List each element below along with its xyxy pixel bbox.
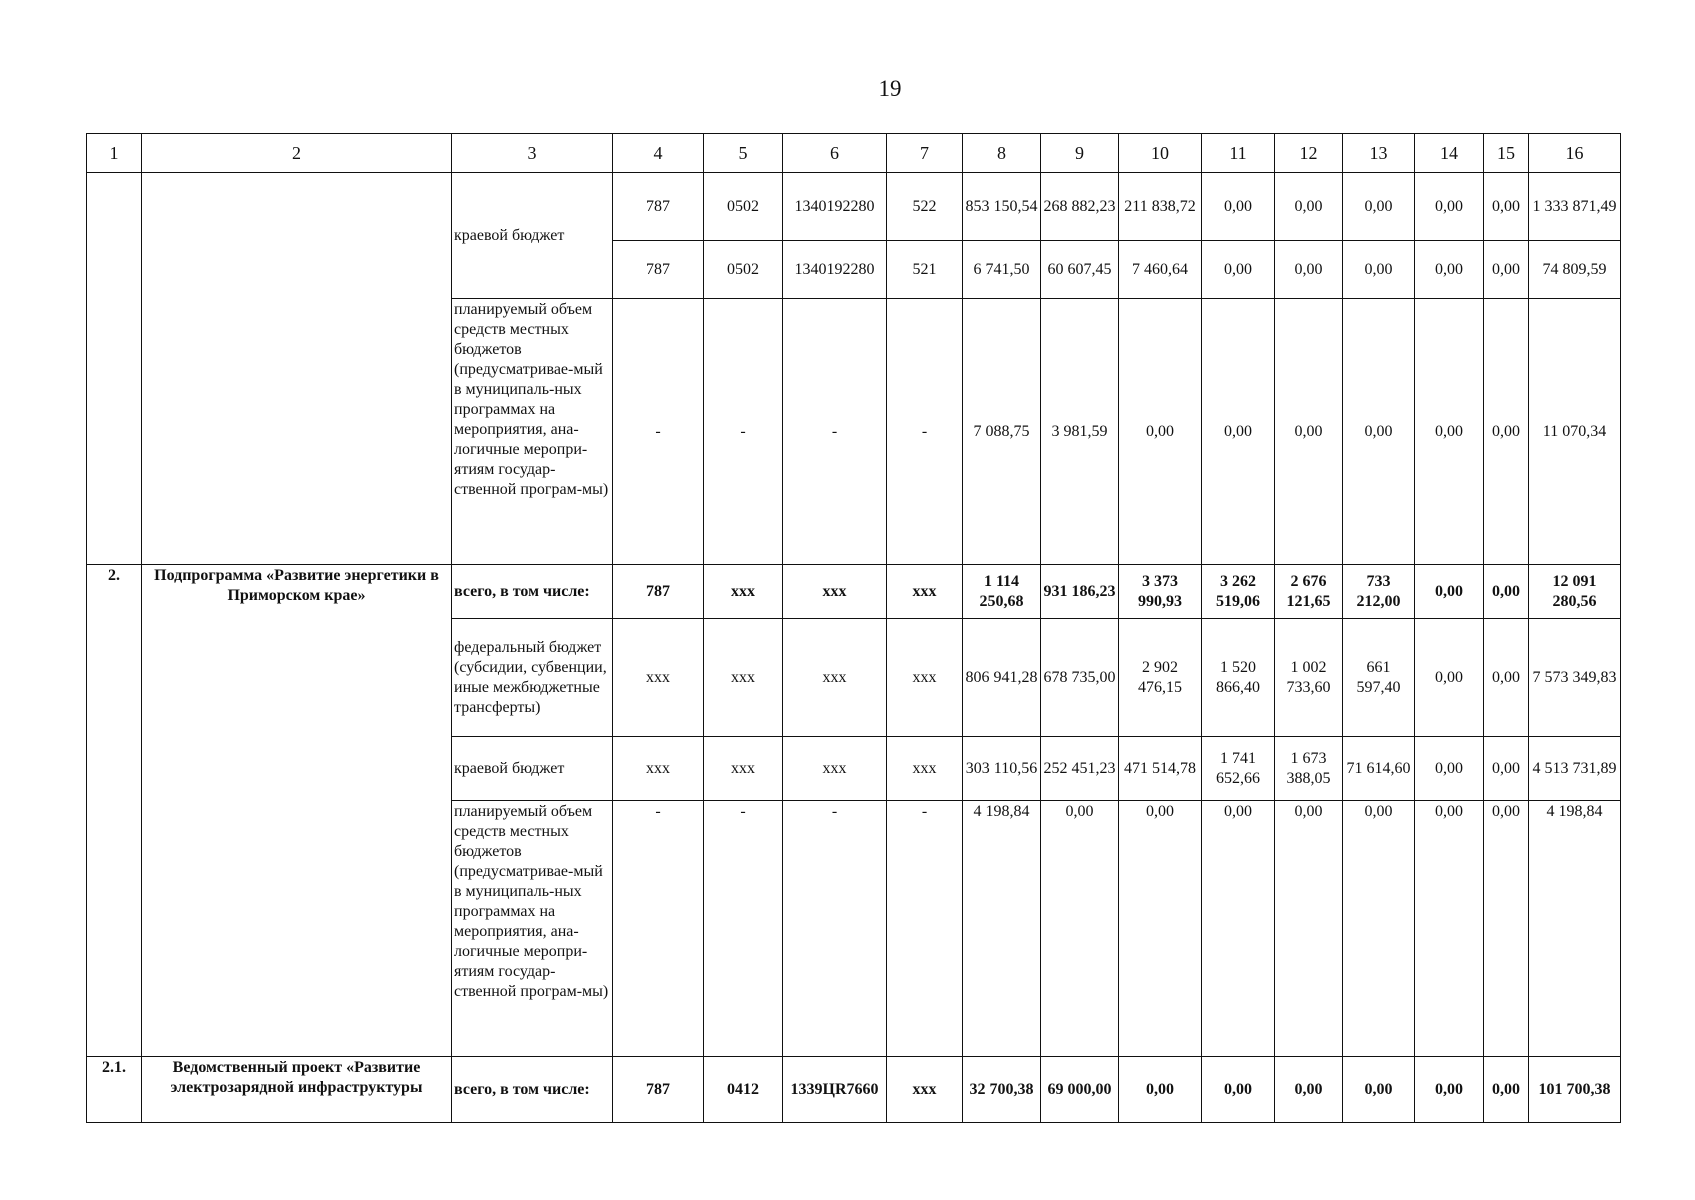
data-cell: 2 902 476,15 (1119, 619, 1202, 737)
header-cell: 13 (1343, 134, 1415, 173)
data-cell: ххх (704, 737, 783, 801)
source-label: всего, в том числе: (452, 565, 613, 619)
header-cell: 15 (1484, 134, 1529, 173)
data-cell: 69 000,00 (1041, 1057, 1119, 1123)
data-cell: 4 513 731,89 (1529, 737, 1621, 801)
table-row (87, 1057, 1621, 1123)
data-cell: 2 676 121,65 (1275, 565, 1343, 619)
row-number: 2.1. (87, 1057, 142, 1123)
data-cell: 7 088,75 (963, 299, 1041, 565)
data-cell: 661 597,40 (1343, 619, 1415, 737)
header-cell: 7 (887, 134, 963, 173)
data-cell: ххх (887, 619, 963, 737)
data-cell: 0,00 (1484, 299, 1529, 565)
data-cell: 1 333 871,49 (1529, 173, 1621, 241)
data-cell: 0,00 (1202, 299, 1275, 565)
data-cell: 11 070,34 (1529, 299, 1621, 565)
data-cell: - (704, 299, 783, 565)
data-cell: 0,00 (1484, 1057, 1529, 1123)
data-cell: 7 460,64 (1119, 241, 1202, 299)
data-cell: 0,00 (1119, 801, 1202, 1057)
title-cell (142, 173, 452, 565)
header-cell: 10 (1119, 134, 1202, 173)
data-cell: 0,00 (1484, 241, 1529, 299)
data-cell: 0,00 (1415, 299, 1484, 565)
data-cell: 74 809,59 (1529, 241, 1621, 299)
page-number: 19 (878, 76, 902, 101)
header-cell: 1 (87, 134, 142, 173)
data-cell: 3 981,59 (1041, 299, 1119, 565)
data-cell: 0,00 (1415, 173, 1484, 241)
data-cell: 101 700,38 (1529, 1057, 1621, 1123)
data-cell: - (704, 801, 783, 1057)
data-cell: 0,00 (1343, 1057, 1415, 1123)
data-cell: 0,00 (1343, 241, 1415, 299)
header-cell: 2 (142, 134, 452, 173)
header-cell: 8 (963, 134, 1041, 173)
data-cell: 0,00 (1275, 1057, 1343, 1123)
data-cell: 853 150,54 (963, 173, 1041, 241)
data-cell: 12 091 280,56 (1529, 565, 1621, 619)
row-title: Ведомственный проект «Развитие электрозарядной инфраструктуры (142, 1057, 452, 1123)
data-cell: 0,00 (1415, 619, 1484, 737)
data-cell: 806 941,28 (963, 619, 1041, 737)
data-cell: 787 (613, 565, 704, 619)
data-cell: 471 514,78 (1119, 737, 1202, 801)
data-cell: ххх (704, 619, 783, 737)
header-cell: 6 (783, 134, 887, 173)
data-cell: 0,00 (1275, 801, 1343, 1057)
data-cell: 787 (613, 1057, 704, 1123)
number-cell (87, 173, 142, 565)
data-cell: 521 (887, 241, 963, 299)
header-cell: 16 (1529, 134, 1621, 173)
data-cell: 0,00 (1484, 619, 1529, 737)
data-cell: 60 607,45 (1041, 241, 1119, 299)
data-cell: 0,00 (1415, 737, 1484, 801)
data-cell: 211 838,72 (1119, 173, 1202, 241)
data-cell: 7 573 349,83 (1529, 619, 1621, 737)
data-cell: 787 (613, 173, 704, 241)
data-cell: 0,00 (1415, 1057, 1484, 1123)
header-cell: 14 (1415, 134, 1484, 173)
header-cell: 11 (1202, 134, 1275, 173)
data-cell: 0,00 (1343, 173, 1415, 241)
data-cell: 71 614,60 (1343, 737, 1415, 801)
data-cell: 1340192280 (783, 241, 887, 299)
data-cell: 0,00 (1202, 1057, 1275, 1123)
data-cell: 0,00 (1275, 173, 1343, 241)
data-cell: 0,00 (1343, 299, 1415, 565)
data-cell: ххх (887, 565, 963, 619)
data-cell: 0412 (704, 1057, 783, 1123)
data-cell: ххх (704, 565, 783, 619)
data-cell: 4 198,84 (963, 801, 1041, 1057)
data-cell: 0,00 (1119, 299, 1202, 565)
data-cell: 0,00 (1202, 801, 1275, 1057)
source-label: краевой бюджет (452, 737, 613, 801)
data-cell: - (613, 801, 704, 1057)
data-cell: 931 186,23 (1041, 565, 1119, 619)
data-cell: ххх (783, 737, 887, 801)
data-cell: 0,00 (1484, 173, 1529, 241)
header-cell: 12 (1275, 134, 1343, 173)
data-cell: 1340192280 (783, 173, 887, 241)
data-cell: - (783, 801, 887, 1057)
data-cell: 522 (887, 173, 963, 241)
data-cell: 0502 (704, 173, 783, 241)
data-cell: 0,00 (1275, 299, 1343, 565)
data-cell: 1 520 866,40 (1202, 619, 1275, 737)
data-cell: - (887, 299, 963, 565)
data-cell: - (613, 299, 704, 565)
source-label: федеральный бюджет (субсидии, субвенции, иные межбюджетные трансферты) (452, 619, 613, 737)
data-cell: 1 741 652,66 (1202, 737, 1275, 801)
data-cell: 268 882,23 (1041, 173, 1119, 241)
data-cell: 1339ЦR7660 (783, 1057, 887, 1123)
row-title: Подпрограмма «Развитие энергетики в Приморском крае» (142, 565, 452, 1057)
data-cell: 0,00 (1415, 801, 1484, 1057)
data-cell: 3 373 990,93 (1119, 565, 1202, 619)
header-cell: 9 (1041, 134, 1119, 173)
data-cell: 0,00 (1041, 801, 1119, 1057)
source-label: планируемый объем средств местных бюджетов (предусматривае-мый в муниципаль-ных программах на мероприятия, ана-логичные меропри-ятиям государ-ственной програм-мы) (452, 299, 613, 565)
data-cell: 303 110,56 (963, 737, 1041, 801)
header-cell: 5 (704, 134, 783, 173)
data-cell: - (783, 299, 887, 565)
data-cell: 0,00 (1484, 737, 1529, 801)
data-cell: 0,00 (1202, 241, 1275, 299)
data-cell: 0,00 (1484, 565, 1529, 619)
data-cell: - (887, 801, 963, 1057)
data-cell: 678 735,00 (1041, 619, 1119, 737)
source-label: планируемый объем средств местных бюджетов (предусматривае-мый в муниципаль-ных программах на мероприятия, ана-логичные меропри-ятиям государ-ственной програм-мы) (452, 801, 613, 1057)
header-row (87, 134, 1621, 173)
data-cell: 0,00 (1343, 801, 1415, 1057)
data-cell: ххх (887, 737, 963, 801)
data-cell: 0,00 (1415, 565, 1484, 619)
table-row (87, 565, 1621, 619)
data-cell: 3 262 519,06 (1202, 565, 1275, 619)
data-cell: 0,00 (1119, 1057, 1202, 1123)
source-label: краевой бюджет (452, 173, 613, 299)
data-cell: 733 212,00 (1343, 565, 1415, 619)
budget-table (86, 133, 1621, 1123)
data-cell: 252 451,23 (1041, 737, 1119, 801)
data-cell: ххх (783, 565, 887, 619)
data-cell: 6 741,50 (963, 241, 1041, 299)
header-cell: 4 (613, 134, 704, 173)
data-cell: 32 700,38 (963, 1057, 1041, 1123)
header-cell: 3 (452, 134, 613, 173)
data-cell: 0,00 (1484, 801, 1529, 1057)
data-cell: 1 002 733,60 (1275, 619, 1343, 737)
data-cell: 0,00 (1202, 173, 1275, 241)
data-cell: ххх (613, 619, 704, 737)
row-number: 2. (87, 565, 142, 1057)
data-cell: 0,00 (1415, 241, 1484, 299)
source-label: всего, в том числе: (452, 1057, 613, 1123)
data-cell: 1 114 250,68 (963, 565, 1041, 619)
data-cell: 0502 (704, 241, 783, 299)
data-cell: ххх (613, 737, 704, 801)
data-cell: 1 673 388,05 (1275, 737, 1343, 801)
data-cell: ххх (887, 1057, 963, 1123)
data-cell: 787 (613, 241, 704, 299)
data-cell: ххх (783, 619, 887, 737)
data-cell: 0,00 (1275, 241, 1343, 299)
table-row (87, 173, 1621, 241)
data-cell: 4 198,84 (1529, 801, 1621, 1057)
